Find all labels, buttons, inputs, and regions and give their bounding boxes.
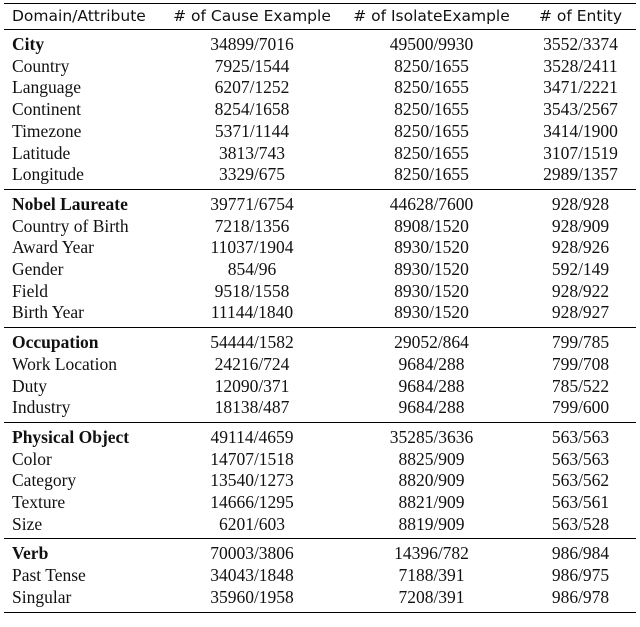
header-entity: # of Entity [538,6,623,25]
cause-example-count: 7218/1356 [214,215,290,236]
attribute-row [4,259,636,281]
isolate-example-count: 9684/288 [398,375,465,396]
isolate-example-count: 8819/909 [398,513,465,534]
attribute-row [4,470,636,492]
entity-count: 3414/1900 [543,120,618,141]
entity-count: 799/708 [551,353,610,374]
attribute-name: Duty [12,375,47,396]
isolate-example-count: 8250/1655 [394,55,469,76]
attribute-name: Continent [12,99,82,120]
domain-name: Physical Object [12,426,130,447]
attribute-row [4,587,636,612]
isolate-example-count: 9684/288 [398,353,465,374]
cause-example-count: 11037/1904 [210,237,294,258]
isolate-example-count: 8250/1655 [394,99,469,120]
isolate-example-count: 8908/1520 [394,215,469,236]
domain-row [4,328,636,354]
isolate-example-count: 8250/1655 [394,77,469,98]
isolate-example-count: 8825/909 [398,448,465,469]
attribute-name: Award Year [12,237,94,258]
cause-example-count: 54444/1582 [210,332,294,353]
entity-count: 563/563 [551,426,610,447]
attribute-name: Field [12,280,48,301]
attribute-name: Birth Year [12,302,84,323]
attribute-row [4,121,636,143]
isolate-example-count: 8930/1520 [394,259,469,280]
attribute-row [4,281,636,303]
isolate-example-count: 8821/909 [398,492,465,513]
attribute-row [4,216,636,238]
domain-group [4,30,636,190]
cause-example-count: 5371/1144 [214,120,290,141]
attribute-row [4,449,636,471]
cause-example-count: 70003/3806 [210,543,294,564]
domain-group [4,422,636,539]
domain-name: Nobel Laureate [12,193,128,214]
isolate-example-count: 8250/1655 [394,142,469,163]
entity-count: 563/561 [551,492,610,513]
cause-example-count: 6201/603 [218,513,286,534]
isolate-example-count: 8250/1655 [394,164,469,185]
entity-count: 986/978 [551,586,610,607]
domain-group [4,189,636,327]
isolate-example-count: 8930/1520 [394,237,469,258]
entity-count: 3471/2221 [543,77,618,98]
attribute-row [4,143,636,165]
domain-group [4,539,636,612]
isolate-example-count: 49500/9930 [389,34,474,54]
attribute-row [4,164,636,189]
attribute-name: Industry [12,397,71,418]
entity-count: 928/922 [551,280,610,301]
table-header [4,4,636,30]
entity-count: 3543/2567 [543,99,618,120]
cause-example-count: 3813/743 [218,142,286,163]
domain-name: City [12,34,45,54]
entity-count: 592/149 [551,259,610,280]
cause-example-count: 35960/1958 [210,586,294,607]
header-isolate-example: # of IsolateExample [353,6,510,25]
cause-example-count: 9518/1558 [214,280,290,301]
isolate-example-count: 7208/391 [398,586,465,607]
cause-example-count: 34899/7016 [210,34,294,54]
attribute-name: Language [12,77,81,98]
dataset-statistics-table [4,3,636,613]
entity-count: 986/975 [551,565,610,586]
cause-example-count: 13540/1273 [210,470,294,491]
attribute-name: Longitude [12,164,84,185]
attribute-name: Timezone [12,120,82,141]
entity-count: 799/785 [551,332,610,353]
entity-count: 928/909 [551,215,610,236]
entity-count: 928/926 [551,237,610,258]
domain-name: Occupation [12,332,99,353]
cause-example-count: 18138/487 [214,397,290,418]
cause-example-count: 11144/1840 [210,302,294,323]
cause-example-count: 854/96 [227,259,277,280]
domain-row [4,539,636,565]
isolate-example-count: 8820/909 [398,470,465,491]
attribute-name: Work Location [12,353,118,374]
entity-count: 928/928 [551,193,610,214]
attribute-name: Gender [12,259,64,280]
entity-count: 3552/3374 [543,34,618,54]
cause-example-count: 7925/1544 [214,55,290,76]
attribute-row [4,56,636,78]
attribute-name: Country of Birth [12,215,129,236]
cause-example-count: 14707/1518 [210,448,294,469]
isolate-example-count: 9684/288 [398,397,465,418]
attribute-name: Color [12,448,52,469]
attribute-row [4,302,636,327]
header-row [4,4,636,30]
cause-example-count: 24216/724 [214,353,290,374]
cause-example-count: 39771/6754 [210,193,294,214]
attribute-name: Category [12,470,77,491]
isolate-example-count: 44628/7600 [389,193,474,214]
header-domain-attribute: Domain/Attribute [12,6,146,25]
cause-example-count: 14666/1295 [210,492,294,513]
entity-count: 3528/2411 [543,55,618,76]
attribute-name: Size [12,513,43,534]
isolate-example-count: 8250/1655 [394,120,469,141]
entity-count: 928/927 [551,302,610,323]
domain-row [4,422,636,448]
cause-example-count: 6207/1252 [214,77,290,98]
cause-example-count: 49114/4659 [210,426,294,447]
domain-row [4,189,636,215]
attribute-name: Latitude [12,142,71,163]
attribute-row [4,237,636,259]
cause-example-count: 34043/1848 [210,565,294,586]
domain-name: Verb [12,543,49,564]
entity-count: 785/522 [551,375,610,396]
attribute-name: Country [12,55,70,76]
attribute-name: Past Tense [12,565,86,586]
cause-example-count: 8254/1658 [214,99,290,120]
entity-count: 563/563 [551,448,610,469]
attribute-row [4,514,636,539]
attribute-row [4,492,636,514]
cause-example-count: 12090/371 [214,375,290,396]
attribute-name: Texture [12,492,66,513]
isolate-example-count: 14396/782 [394,543,469,564]
entity-count: 563/528 [551,513,610,534]
isolate-example-count: 35285/3636 [389,426,474,447]
attribute-row [4,565,636,587]
entity-count: 3107/1519 [543,142,618,163]
cause-example-count: 3329/675 [218,164,286,185]
attribute-row [4,99,636,121]
attribute-row [4,397,636,422]
header-cause-example: # of Cause Example [173,6,331,25]
domain-group [4,328,636,423]
entity-count: 563/562 [551,470,610,491]
isolate-example-count: 7188/391 [398,565,465,586]
isolate-example-count: 29052/864 [394,332,469,353]
isolate-example-count: 8930/1520 [394,302,469,323]
attribute-name: Singular [12,586,72,607]
isolate-example-count: 8930/1520 [394,280,469,301]
entity-count: 986/984 [551,543,610,564]
attribute-row [4,354,636,376]
domain-row [4,30,636,56]
attribute-row [4,376,636,398]
entity-count: 799/600 [551,397,610,418]
entity-count: 2989/1357 [543,164,618,185]
attribute-row [4,77,636,99]
